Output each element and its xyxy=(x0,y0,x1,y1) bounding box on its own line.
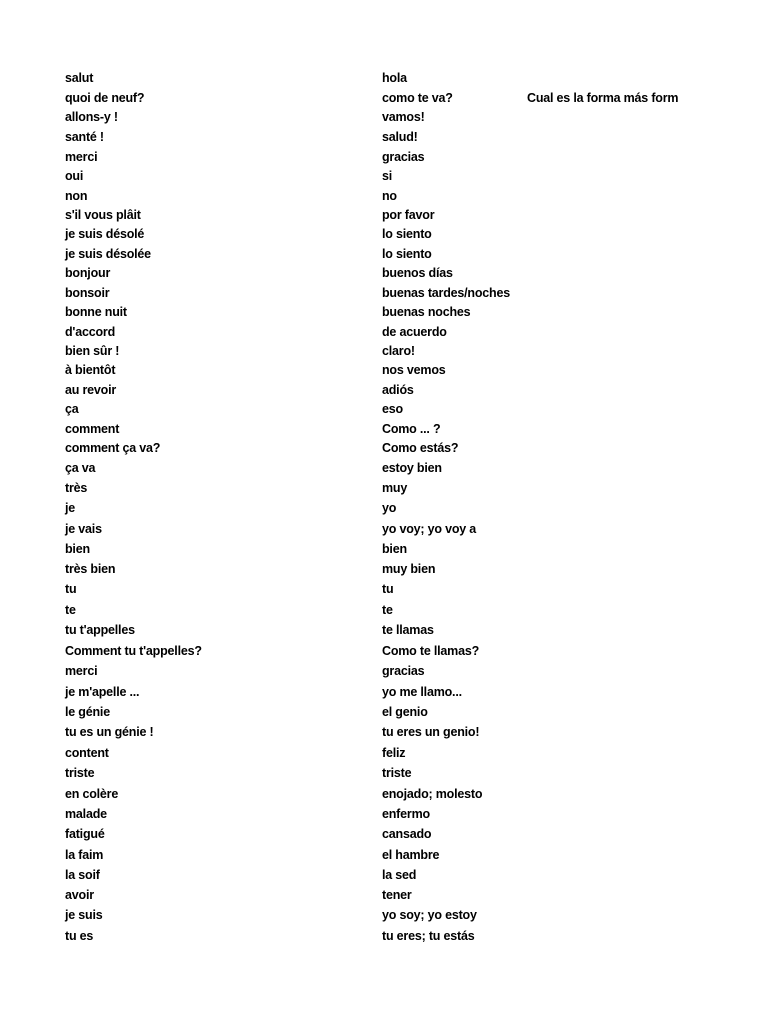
spanish-term: buenas noches xyxy=(382,305,471,319)
vocab-row xyxy=(0,641,768,661)
spanish-term: vamos! xyxy=(382,110,425,124)
french-term: la faim xyxy=(65,848,104,862)
french-term: comment xyxy=(65,422,120,436)
vocab-row xyxy=(0,283,768,303)
spanish-term: muy bien xyxy=(382,562,436,576)
french-term: merci xyxy=(65,150,98,164)
french-term: tu es xyxy=(65,929,94,943)
spanish-term: el genio xyxy=(382,705,428,719)
spanish-term: enfermo xyxy=(382,807,430,821)
french-term: je suis désolé xyxy=(65,227,145,241)
spanish-term: Como ... ? xyxy=(382,422,441,436)
spanish-term: tu xyxy=(382,582,394,596)
french-term: triste xyxy=(65,766,95,780)
french-term: Comment tu t'appelles? xyxy=(65,644,202,658)
spanish-term: gracias xyxy=(382,664,425,678)
vocab-row xyxy=(0,702,768,722)
vocab-row xyxy=(0,804,768,824)
vocab-row xyxy=(0,88,768,108)
french-term: le génie xyxy=(65,705,110,719)
french-term: tu t'appelles xyxy=(65,623,135,637)
spanish-term: el hambre xyxy=(382,848,440,862)
spanish-term: buenas tardes/noches xyxy=(382,286,510,300)
vocab-row xyxy=(0,68,768,88)
french-term: santé ! xyxy=(65,130,104,144)
vocab-row xyxy=(0,438,768,458)
vocab-row xyxy=(0,458,768,478)
vocab-row xyxy=(0,865,768,885)
spanish-term: enojado; molesto xyxy=(382,787,483,801)
french-term: je m'apelle ... xyxy=(65,685,140,699)
vocab-row xyxy=(0,263,768,283)
french-term: d'accord xyxy=(65,325,115,339)
spanish-term: nos vemos xyxy=(382,363,446,377)
vocab-row xyxy=(0,722,768,742)
french-term: content xyxy=(65,746,109,760)
french-term: je suis xyxy=(65,908,103,922)
french-term: bonne nuit xyxy=(65,305,127,319)
french-term: en colère xyxy=(65,787,119,801)
french-term: s'il vous plâit xyxy=(65,208,141,222)
vocab-row xyxy=(0,784,768,804)
french-term: comment ça va? xyxy=(65,441,161,455)
vocab-row xyxy=(0,360,768,380)
vocab-row xyxy=(0,539,768,559)
spanish-term: tener xyxy=(382,888,412,902)
spanish-term: si xyxy=(382,169,393,183)
vocab-row xyxy=(0,926,768,946)
spanish-term: lo siento xyxy=(382,227,432,241)
french-term: non xyxy=(65,189,88,203)
french-term: salut xyxy=(65,71,94,85)
vocab-row xyxy=(0,845,768,865)
vocab-row xyxy=(0,244,768,264)
side-note: Cual es la forma más form xyxy=(527,91,679,105)
vocab-row xyxy=(0,302,768,322)
spanish-term: muy xyxy=(382,481,408,495)
spanish-term: yo me llamo... xyxy=(382,685,462,699)
vocab-row xyxy=(0,186,768,206)
vocab-row xyxy=(0,380,768,400)
spanish-term: te xyxy=(382,603,393,617)
french-term: je suis désolée xyxy=(65,247,151,261)
french-term: avoir xyxy=(65,888,94,902)
vocab-row xyxy=(0,905,768,925)
spanish-term: lo siento xyxy=(382,247,432,261)
spanish-term: tu eres; tu estás xyxy=(382,929,475,943)
spanish-term: buenos días xyxy=(382,266,453,280)
vocab-row xyxy=(0,661,768,681)
french-term: je vais xyxy=(65,522,102,536)
spanish-term: yo xyxy=(382,501,397,515)
spanish-term: bien xyxy=(382,542,407,556)
french-term: oui xyxy=(65,169,84,183)
french-term: merci xyxy=(65,664,98,678)
french-term: à bientôt xyxy=(65,363,116,377)
vocab-row xyxy=(0,743,768,763)
spanish-term: eso xyxy=(382,402,403,416)
spanish-term: Como te llamas? xyxy=(382,644,480,658)
french-term: très xyxy=(65,481,88,495)
spanish-term: no xyxy=(382,189,397,203)
spanish-term: gracias xyxy=(382,150,425,164)
vocab-row xyxy=(0,620,768,640)
spanish-term: Como estás? xyxy=(382,441,459,455)
spanish-term: yo voy; yo voy a xyxy=(382,522,477,536)
spanish-term: yo soy; yo estoy xyxy=(382,908,477,922)
french-term: tu es un génie ! xyxy=(65,725,154,739)
vocab-row xyxy=(0,559,768,579)
french-term: te xyxy=(65,603,76,617)
vocab-row xyxy=(0,763,768,783)
french-term: malade xyxy=(65,807,107,821)
french-term: bonjour xyxy=(65,266,111,280)
spanish-term: adiós xyxy=(382,383,414,397)
spanish-term: como te va? xyxy=(382,91,453,105)
vocab-row xyxy=(0,107,768,127)
vocab-row xyxy=(0,682,768,702)
spanish-term: la sed xyxy=(382,868,417,882)
spanish-term: claro! xyxy=(382,344,415,358)
spanish-term: por favor xyxy=(382,208,435,222)
vocab-row xyxy=(0,824,768,844)
vocab-row xyxy=(0,519,768,539)
french-term: bien sûr ! xyxy=(65,344,120,358)
spanish-term: estoy bien xyxy=(382,461,442,475)
french-term: tu xyxy=(65,582,77,596)
spanish-term: hola xyxy=(382,71,407,85)
spanish-term: triste xyxy=(382,766,412,780)
vocab-row xyxy=(0,127,768,147)
vocab-row xyxy=(0,205,768,225)
french-term: je xyxy=(65,501,76,515)
spanish-term: salud! xyxy=(382,130,418,144)
spanish-term: te llamas xyxy=(382,623,434,637)
french-term: ça xyxy=(65,402,79,416)
spanish-term: cansado xyxy=(382,827,432,841)
french-term: bien xyxy=(65,542,90,556)
french-term: quoi de neuf? xyxy=(65,91,145,105)
french-term: très bien xyxy=(65,562,116,576)
vocab-row xyxy=(0,419,768,439)
vocab-row xyxy=(0,600,768,620)
spanish-term: feliz xyxy=(382,746,406,760)
vocab-row xyxy=(0,885,768,905)
vocab-row xyxy=(0,579,768,599)
vocab-row xyxy=(0,147,768,167)
vocab-row xyxy=(0,341,768,361)
french-term: la soif xyxy=(65,868,100,882)
french-term: ça va xyxy=(65,461,96,475)
vocab-row xyxy=(0,322,768,342)
vocab-row xyxy=(0,224,768,244)
spanish-term: de acuerdo xyxy=(382,325,447,339)
vocab-row xyxy=(0,399,768,419)
french-term: bonsoir xyxy=(65,286,110,300)
vocab-row xyxy=(0,478,768,498)
french-term: allons-y ! xyxy=(65,110,118,124)
french-term: au revoir xyxy=(65,383,117,397)
french-term: fatigué xyxy=(65,827,105,841)
vocab-row xyxy=(0,498,768,518)
vocab-row xyxy=(0,166,768,186)
spanish-term: tu eres un genio! xyxy=(382,725,480,739)
